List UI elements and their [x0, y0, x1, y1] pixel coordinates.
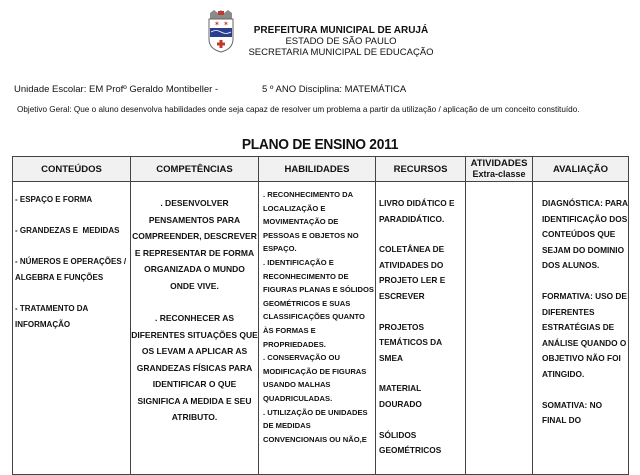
- list-item: COLETÂNEA DE ATIVIDADES DO PROJETO LER E ESCREVER: [379, 244, 446, 301]
- header-recursos: RECURSOS: [376, 157, 466, 182]
- list-item: . IDENTIFICAÇÃO E RECONHECIMENTO DE FIGURAS PLANAS E SÓLIDOS GEOMÉTRICOS E SUAS CLASSIFICAÇÕES QUANTO ÀS FORMAS E PROPRIEDADES.: [263, 257, 374, 349]
- municipality-name: PREFEITURA MUNICIPAL DE ARUJÁ: [253, 25, 429, 36]
- list-item: LIVRO DIDÁTICO E PARADIDÁTICO.: [379, 198, 455, 224]
- cell-atividades: [466, 182, 533, 475]
- svg-text:✶: ✶: [214, 20, 220, 28]
- state-name: ESTADO DE SÃO PAULO: [285, 36, 397, 47]
- header-atividades-label: ATIVIDADES: [470, 158, 528, 169]
- header-atividades: [466, 157, 533, 182]
- cell-habilidades: [259, 182, 376, 475]
- school-unit: Unidade Escolar: EM Profº Geraldo Montibeller -: [14, 84, 219, 95]
- teaching-plan-table: [12, 156, 629, 475]
- cell-conteudos: [13, 182, 131, 475]
- school-unit-line: [14, 84, 407, 95]
- cell-recursos: [376, 182, 466, 475]
- department-name: SECRETARIA MUNICIPAL DE EDUCAÇÃO: [248, 47, 434, 58]
- list-item: . DESENVOLVER PENSAMENTOS PARA COMPREENDER, DESCREVER E REPRESENTAR DE FORMA ORGANIZADA O MUNDO ONDE VIVE.: [132, 198, 257, 291]
- letterhead: [246, 25, 436, 58]
- list-item: MATERIAL DOURADO: [379, 383, 422, 409]
- header-atividades-sub: Extra-classe: [472, 169, 526, 179]
- list-item: . CONSERVAÇÃO OU MODIFICAÇÃO DE FIGURAS USANDO MALHAS QUADRICULADAS.: [263, 353, 367, 403]
- cell-avaliacao: [533, 182, 629, 475]
- list-item: - TRATAMENTO DA INFORMAÇÃO: [15, 304, 91, 329]
- list-item: - NÚMEROS E OPERAÇÕES / ALGEBRA E FUNÇÕES: [15, 257, 127, 282]
- general-objective: Objetivo Geral: Que o aluno desenvolva habilidades onde seja capaz de resolver um problema a partir da utilização / aplicação de um conceito constituído.: [17, 105, 580, 114]
- table-header-row: [13, 157, 629, 182]
- page-title: PLANO DE ENSINO 2011: [241, 136, 399, 153]
- svg-text:✶: ✶: [223, 20, 229, 28]
- list-item: DIAGNÓSTICA: PARA IDENTIFICAÇÃO DOS CONTEÚDOS QUE SEJAM DO DOMINIO DOS ALUNOS.: [542, 198, 628, 271]
- cell-competencias: [131, 182, 259, 475]
- table-row: [13, 182, 629, 475]
- list-item: FORMATIVA: USO DE DIFERENTES ESTRATÉGIAS DE ANÁLISE QUANDO O OBJETIVO NÃO FOI ATINGIDO.: [542, 290, 627, 379]
- list-item: - GRANDEZAS E MEDIDAS: [15, 226, 120, 235]
- header-conteudos: CONTEÚDOS: [13, 157, 131, 182]
- header-competencias: COMPETÊNCIAS: [131, 157, 259, 182]
- list-item: - ESPAÇO E FORMA: [15, 195, 93, 204]
- list-item: . UTILIZAÇÃO DE UNIDADES DE MEDIDAS CONVENCIONAIS OU NÃO,E: [263, 407, 368, 444]
- grade-subject: 5 º ANO Disciplina: MATEMÁTICA: [262, 84, 407, 95]
- header-habilidades: HABILIDADES: [259, 157, 376, 182]
- list-item: . RECONHECIMENTO DA LOCALIZAÇÃO E MOVIMENTAÇÃO DE PESSOAS E OBJETOS NO ESPAÇO.: [263, 190, 359, 254]
- list-item: PROJETOS TEMÁTICOS DA SMEA: [379, 321, 442, 363]
- list-item: SOMATIVA: NO FINAL DO: [542, 399, 603, 426]
- header-avaliacao: AVALIAÇÃO: [533, 157, 629, 182]
- list-item: . RECONHECER AS DIFERENTES SITUAÇÕES QUE OS LEVAM A APLICAR AS GRANDEZAS FÍSICAS PARA IDENTIFICAR O QUE SIGNIFICA A MEDIDA E SEU ATRIBUTO.: [131, 313, 258, 422]
- municipal-coat-of-arms-icon: [206, 9, 236, 53]
- list-item: SÓLIDOS GEOMÉTRICOS: [379, 429, 442, 456]
